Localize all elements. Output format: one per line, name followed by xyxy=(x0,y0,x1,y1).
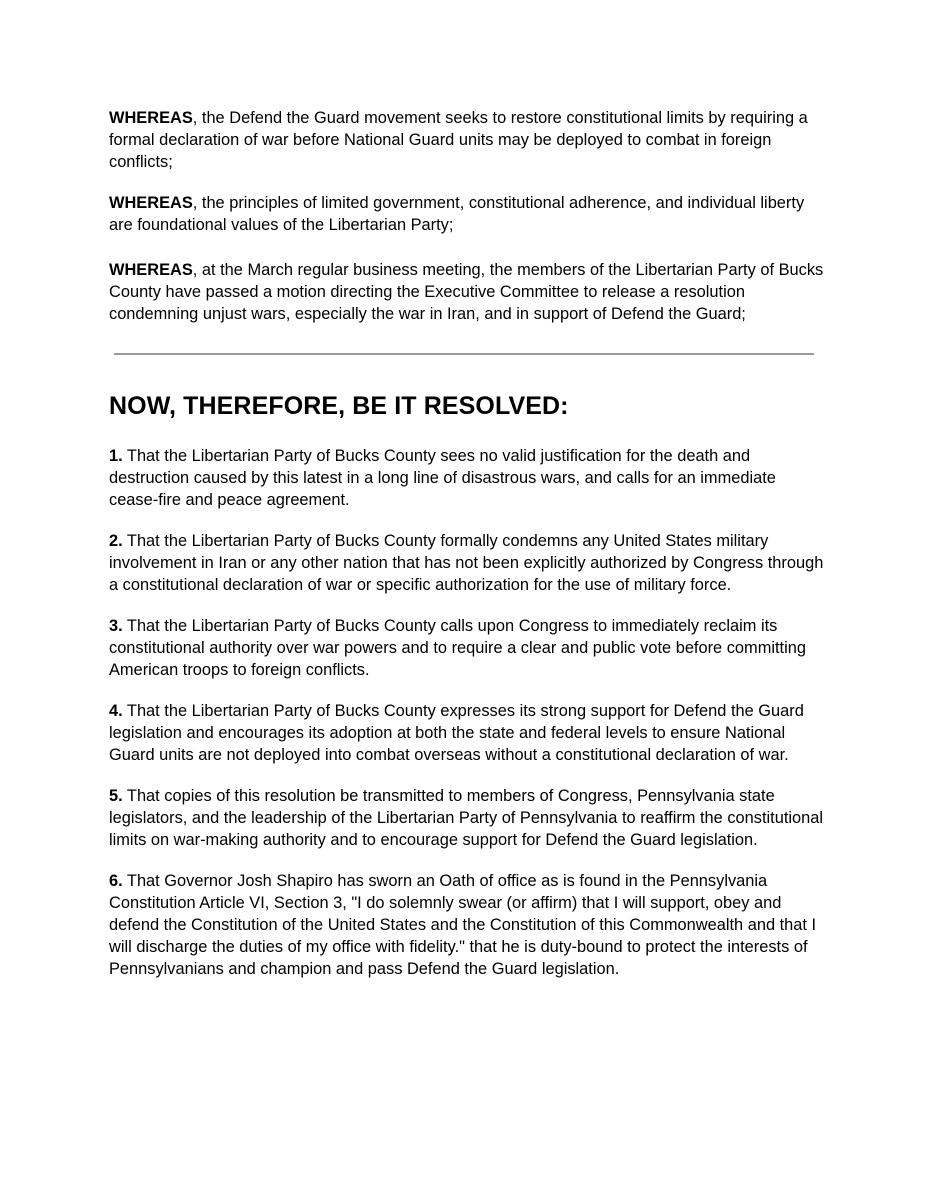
resolution-item-2 xyxy=(109,530,825,596)
resolution-text: That the Libertarian Party of Bucks County formally condemns any United States military involvement in Iran or any other nation that has not been explicitly authorized by Congress through a constitutional declaration of war or specific authorization for the use of military force. xyxy=(109,532,824,594)
resolution-text: That copies of this resolution be transmitted to members of Congress, Pennsylvania state legislators, and the leadership of the Libertarian Party of Pennsylvania to reaffirm the constitutional limits on war-making authority and to encourage support for Defend the Guard legislation. xyxy=(109,787,824,849)
resolution-text: That Governor Josh Shapiro has sworn an Oath of office as is found in the Pennsylvania Constitution Article VI, Section 3, "I do solemnly swear (or affirm) that I will support, obey and defend the Constitution of the United States and the Constitution of this Commonwealth and that I will discharge the duties of my office with fidelity." that he is duty-bound to protect the interests of Pennsylvanians and champion and pass Defend the Guard legislation. xyxy=(109,872,817,978)
resolution-number: 1. xyxy=(109,447,123,465)
document-page xyxy=(109,107,825,999)
resolution-number: 4. xyxy=(109,702,123,720)
resolution-item-6 xyxy=(109,870,825,980)
whereas-clause-1 xyxy=(109,107,825,173)
whereas-clause-3 xyxy=(109,259,825,325)
resolution-item-3 xyxy=(109,615,825,681)
resolution-number: 3. xyxy=(109,617,123,635)
resolution-number: 2. xyxy=(109,532,123,550)
resolution-item-4 xyxy=(109,700,825,766)
whereas-clause-2 xyxy=(109,192,825,236)
whereas-text: , the principles of limited government, constitutional adherence, and individual liberty are foundational values of the Libertarian Party; xyxy=(109,194,805,234)
resolution-text: That the Libertarian Party of Bucks County sees no valid justification for the death and destruction caused by this latest in a long line of disastrous wars, and calls for an immediate cease-fire and peace agreement. xyxy=(109,447,776,509)
whereas-label: WHEREAS xyxy=(109,109,193,127)
whereas-label: WHEREAS xyxy=(109,194,193,212)
whereas-text: , the Defend the Guard movement seeks to restore constitutional limits by requiring a formal declaration of war before National Guard units may be deployed to combat in foreign conflicts; xyxy=(109,109,808,171)
resolution-text: That the Libertarian Party of Bucks County calls upon Congress to immediately reclaim its constitutional authority over war powers and to require a clear and public vote before committing American troops to foreign conflicts. xyxy=(109,617,806,679)
resolution-item-1 xyxy=(109,445,825,511)
whereas-text: , at the March regular business meeting, the members of the Libertarian Party of Bucks County have passed a motion directing the Executive Committee to release a resolution condemning unjust wars, especially the war in Iran, and in support of Defend the Guard; xyxy=(109,261,824,323)
resolution-number: 5. xyxy=(109,787,123,805)
resolved-heading: NOW, THEREFORE, BE IT RESOLVED: xyxy=(109,392,569,420)
resolution-text: That the Libertarian Party of Bucks County expresses its strong support for Defend the Guard legislation and encourages its adoption at both the state and federal levels to ensure National Guard units are not deployed into combat overseas without a constitutional declaration of war. xyxy=(109,702,804,764)
section-divider xyxy=(114,353,814,355)
whereas-label: WHEREAS xyxy=(109,261,193,279)
resolution-number: 6. xyxy=(109,872,123,890)
resolution-item-5 xyxy=(109,785,825,851)
